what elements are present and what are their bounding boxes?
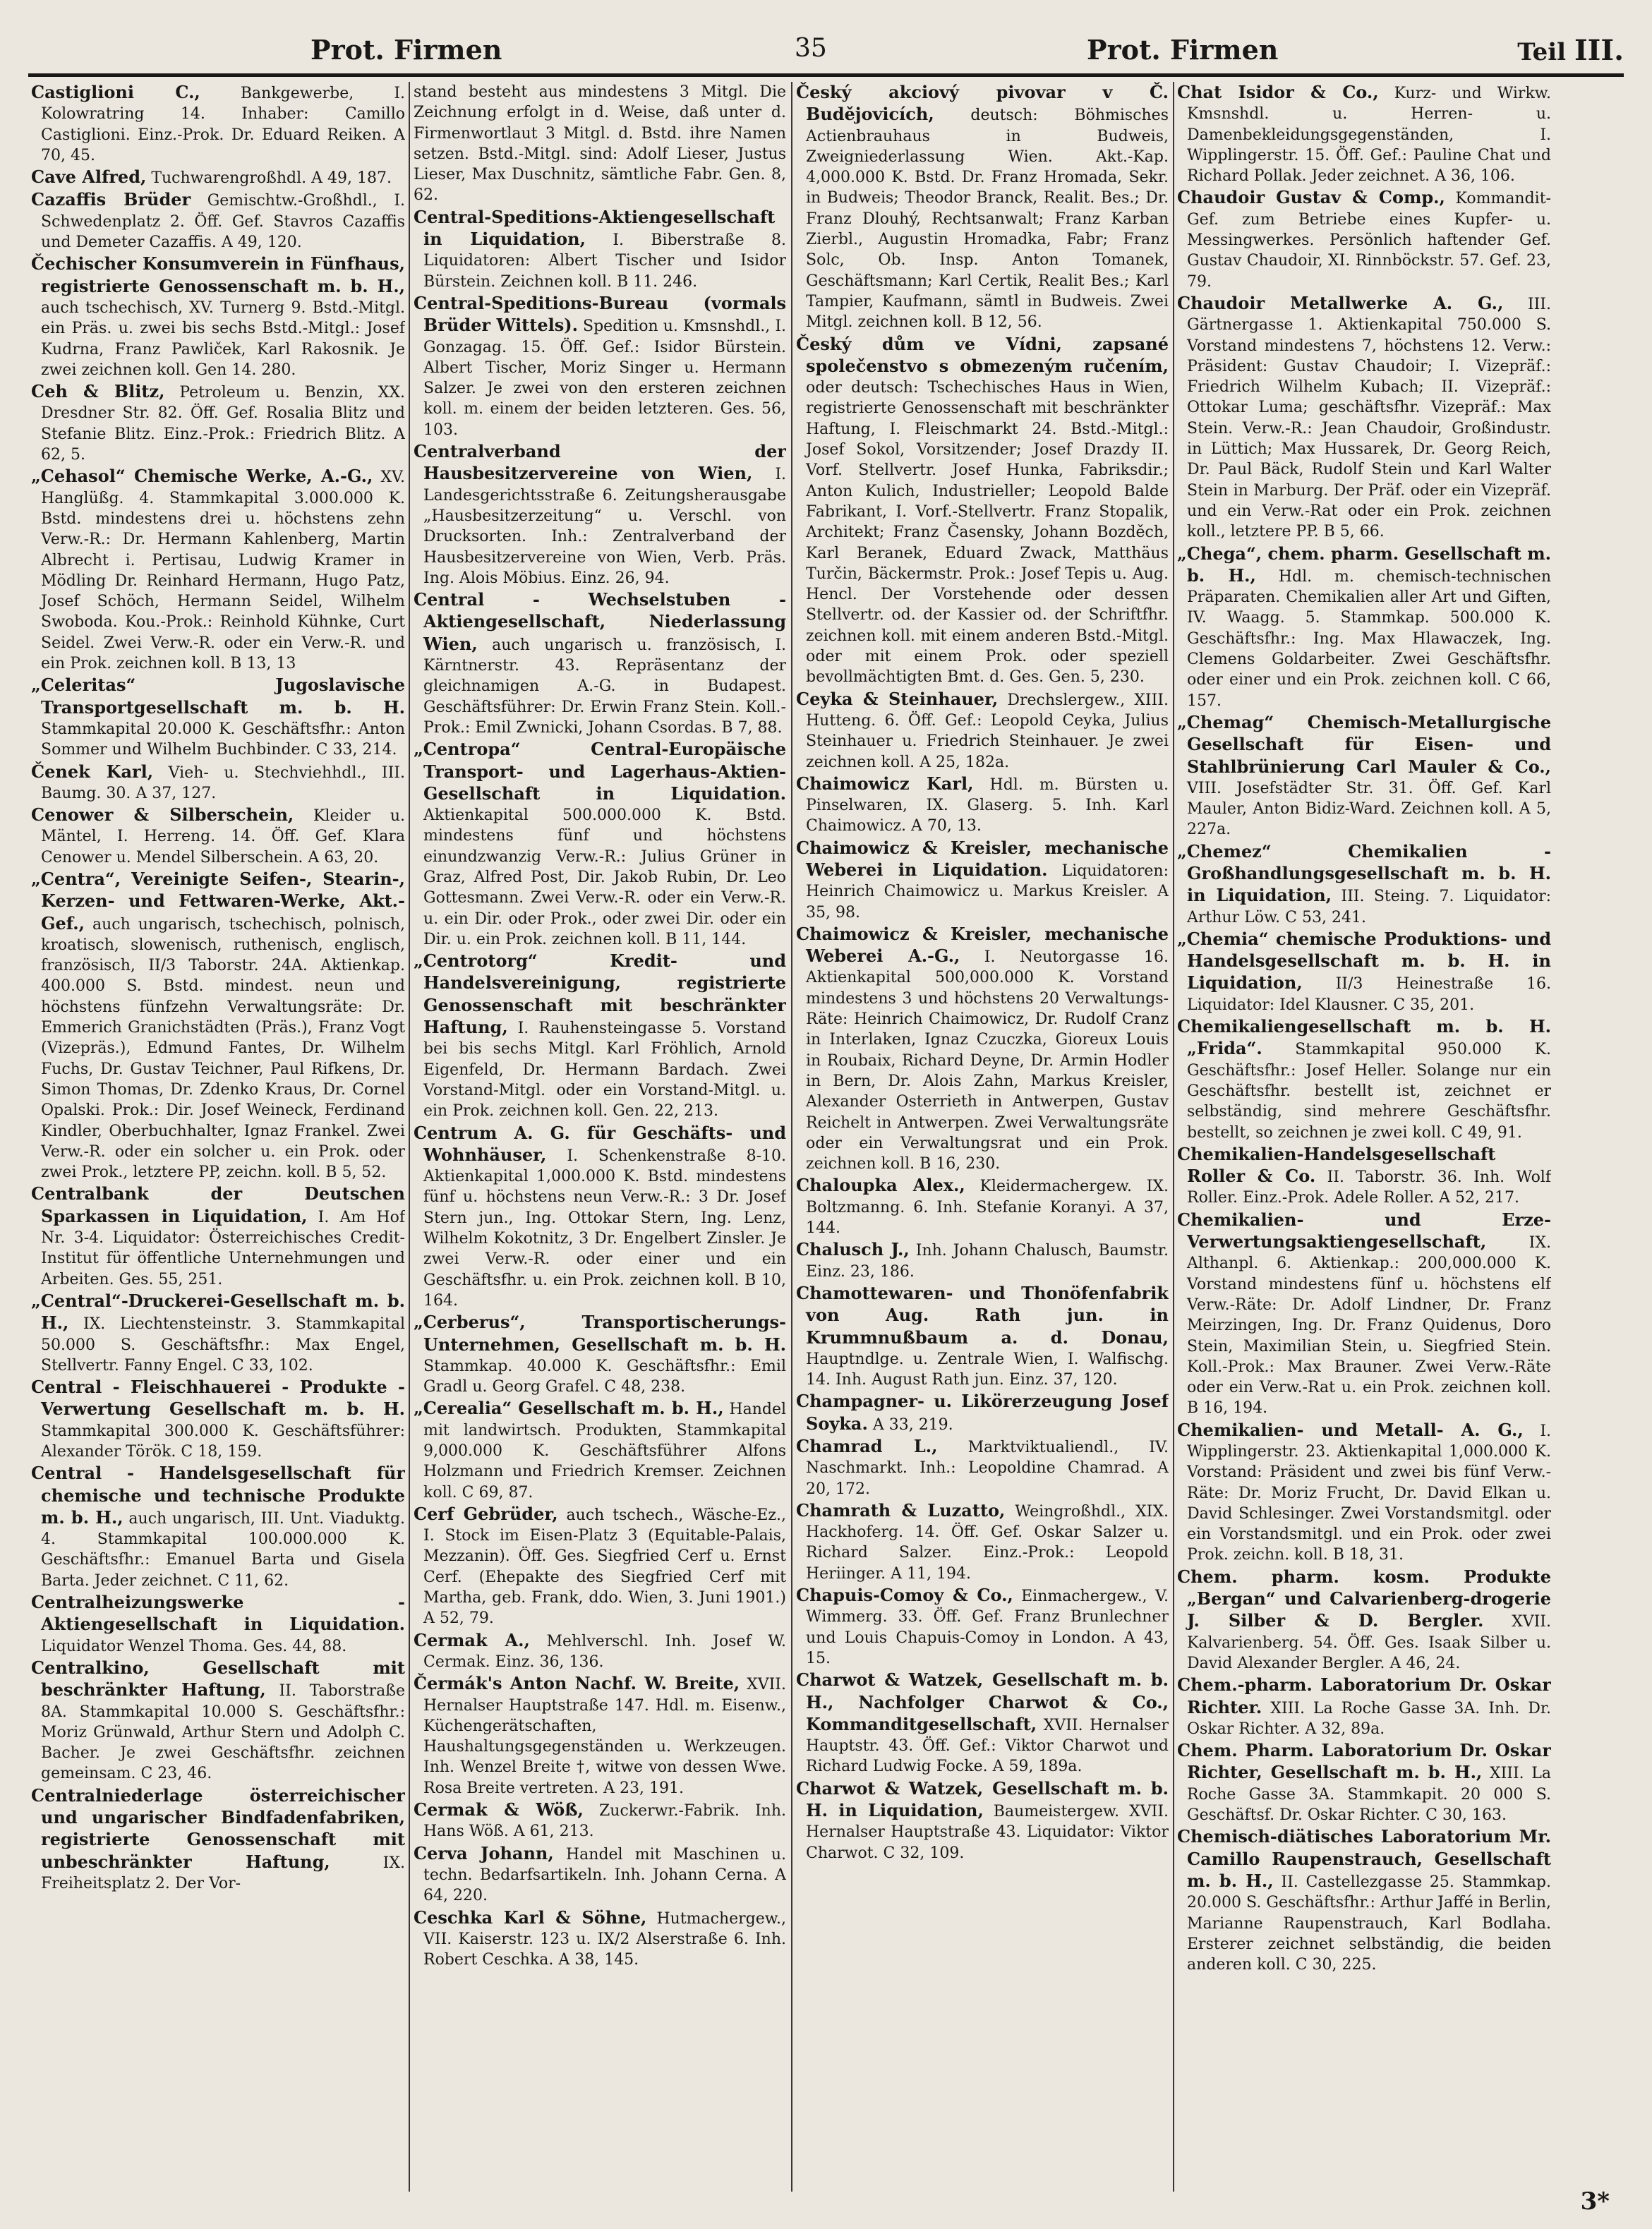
entry-text: Handel mit landwirtsch. Produkten, Stammkapital 9,000.000 K. Geschäftsführer Alfons Holzmann und Friedrich Kremser. Zeichnen koll. C 69, 87.	[423, 1401, 786, 1502]
firm-name: Centralkino, Gesellschaft mit beschränkter Haftung,	[31, 1657, 405, 1701]
part-label	[1517, 34, 1624, 67]
firm-name: Chemikalien- und Metall- A. G.,	[1177, 1419, 1524, 1440]
firm-name: Centralbank der Deutschen Sparkassen in Liquidation,	[31, 1183, 405, 1226]
directory-entry	[796, 1283, 1169, 1390]
directory-entry	[796, 334, 1169, 688]
directory-entry	[1177, 1144, 1551, 1209]
directory-entry	[796, 924, 1169, 1175]
directory-entry	[414, 589, 786, 738]
entry-text: Liquidator Wenzel Thoma. Ges. 44, 88.	[41, 1637, 347, 1655]
firm-name: „Chega“, chem. pharm. Gesellschaft m. b. H.,	[1177, 543, 1551, 586]
entry-text: oder deutsch: Tschechisches Haus in Wien, registrierte Genossenschaft mit beschränkter Haftung, I. Fleischmarkt 24. Bstd.-Mitgl.: Josef Sokol, Vorsitzender; Josef Drazdy II. Vorf. Stellvertr. Josef Hunka, Fabriksdir.; Anton Kulich, Industrieller; Leopold Balde Fabrikant, I. Vorf.-Stellvertr. Franz Stopalik, Architekt; Franz Časensky, Johann Bozděch, Karl Beranek, Eduard Zwack, Matthäus Turčin, Bäckermstr. Prok.: Josef Tepis u. Aug. Hencl. Der Vorstehende oder dessen Stellvertr. od. der Kassier od. der Schriftfhr. zeichnen koll. mit einem anderen Bstd.-Mitgl. oder mit einem Prok. oder speziell bevollmächtigten Bmt. d. Ges. Gen. 5, 230.	[806, 379, 1169, 687]
entry-text: Drechslergew., XIII. Hutteng. 6. Öff. Gef.: Leopold Ceyka, Julius Steinhauer u. Friedrich Steinhauer. Je zwei zeichnen koll. A 25, 182a.	[806, 691, 1169, 771]
firm-name: „Centropa“ Central-Europäische Transport- und Lagerhaus-Aktien-Gesellschaft in Liquidation.	[414, 739, 786, 804]
firm-name: Chemikaliengesellschaft m. b. H. „Frida“.	[1177, 1016, 1551, 1059]
entry-text: Kleider u. Mäntel, I. Herreng. 14. Öff. Gef. Klara Cenower u. Mendel Silberschein. A 63, 20.	[41, 807, 405, 866]
firm-name: Chaudoir Gustav & Comp.,	[1177, 187, 1445, 208]
firm-name: Chemikalien- und Erze-Verwertungsaktiengesellschaft,	[1177, 1209, 1551, 1252]
firm-name: „Cerberus“, Transportischerungs-Unternehmen, Gesellschaft m. b. H.	[414, 1312, 786, 1355]
directory-entry	[1177, 187, 1551, 291]
directory-entry	[796, 1500, 1169, 1584]
directory-entry	[31, 675, 405, 760]
entry-text: I. Wipplingerstr. 23. Aktienkapital 1,000.000 K. Vorstand: Präsident und zwei bis fünf Verw.-Räte: Dr. Moriz Frucht, Dr. David Elkan u. David Schlesinger. Zwei Vorstandsmitgl. oder ein Vorstandsmitgl. und ein Prok. oder zwei Prok. zeichn. koll. B 18, 31.	[1187, 1422, 1551, 1564]
firm-name: Charwot & Watzek, Gesellschaft m. b. H. in Liquidation,	[796, 1777, 1169, 1821]
entry-text: Mehlverschl. Inh. Josef W. Cermak. Einz. 36, 136.	[423, 1632, 786, 1671]
directory-entry	[31, 167, 405, 188]
teil-number: III.	[1574, 34, 1624, 67]
entry-text: Kommandit-Gef. zum Betriebe eines Kupfer- u. Messingwerkes. Persönlich haftender Gef. Gustav Chaudoir, XI. Rinnböckstr. 57. Gef. 23, 79.	[1187, 190, 1551, 291]
column-divider	[791, 82, 792, 2192]
firm-name: Chaimowicz & Kreisler, mechanische Weberei in Liquidation.	[796, 837, 1169, 880]
entry-text: Kleidermachergew. IX. Boltzmanng. 6. Inh. Stefanie Koranyi. A 37, 144.	[806, 1178, 1169, 1238]
directory-entry	[796, 82, 1169, 333]
entry-text: Stammkap. 40.000 K. Geschäftsfhr.: Emil Gradl u. Georg Grafel. C 48, 238.	[423, 1357, 786, 1396]
directory-entry	[796, 689, 1169, 773]
teil-label: Teil	[1517, 38, 1567, 66]
directory-entry	[796, 1436, 1169, 1499]
firm-name: Chemikalien-Handelsgesellschaft Roller & Co.	[1177, 1143, 1496, 1187]
page-header	[28, 31, 1624, 71]
directory-entry	[414, 82, 786, 206]
firm-name: Chaloupka Alex.,	[796, 1175, 965, 1196]
firm-name: Čermák's Anton Nachf. W. Breite,	[414, 1673, 740, 1694]
entry-text: II. Castellezgasse 25. Stammkap. 20.000 S. Geschäftsfhr.: Arthur Jaffé in Berlin, Marianne Raupenstrauch, Karl Bodlaha. Ersterer zeichnet selbständig, die beiden anderen koll. C 30, 225.	[1187, 1873, 1551, 1974]
firm-name: Ceyka & Steinhauer,	[796, 688, 999, 709]
entry-text: XIII. La Roche Gasse 3A. Inh. Dr. Oskar Richter. A 32, 89a.	[1187, 1699, 1551, 1738]
entry-text: Aktienkapital 500.000.000 K. Bstd. mindestens fünf und höchstens einundzwanzig Verw.-R.: Julius Grüner in Graz, Alfred Post, Dir. Jakob Rubin, Dr. Leo Gottesmann. Zwei Verw.-R. oder ein Verw.-R. u. ein Dir. oder Prok., oder zwei Dir. oder ein Dir. u. ein Prok. zeichnen koll. B 11, 144.	[423, 807, 786, 948]
firm-name: Chem. pharm. kosm. Produkte „Bergan“ und Calvarienberg-drogerie J. Silber & D. Bergler.	[1177, 1566, 1551, 1631]
entry-text: IX. Liechtensteinstr. 3. Stammkapital 50.000 S. Geschäftsfhr.: Max Engel, Stellvertr. Fanny Engel. C 33, 102.	[41, 1315, 405, 1375]
entry-text: auch ungarisch, tschechisch, polnisch, kroatisch, slowenisch, ruthenisch, englisch, französisch, II/3 Taborstr. 24A. Aktienkap. 400.000 S. Bstd. mindest. neun und höchstens fünfzehn Verwaltungsräte: Dr. Emmerich Granichstädten (Präs.), Franz Vogt (Vizepräs.), Edmund Fantes, Dr. Wilhelm Fuchs, Dr. Gustav Teichner, Paul Rifkens, Dr. Simon Thomas, Dr. Zdenko Kraus, Dr. Cornel Opalski. Prok.: Dir. Josef Weineck, Ferdinand Kindler, Oberbuchhalter, Ignaz Frankel. Zwei Verw.-R. oder ein solcher u. ein Prok. oder zwei Prok., letztere PP, zeichn. koll. B 5, 52.	[41, 915, 405, 1182]
entry-text: I. Landesgerichtsstraße 6. Zeitungsherausgabe „Hausbesitzerzeitung“ u. Verschl. von Drucksorten. Inh.: Zentralverband der Hausbesitzervereine von Wien, Verb. Präs. Ing. Alois Möbius. Einz. 26, 94.	[423, 466, 786, 587]
directory-entry	[414, 950, 786, 1121]
firm-name: „Centrotorg“ Kredit- und Handelsvereinigung, registrierte Genossenschaft mit beschränkter Haftung,	[414, 950, 786, 1038]
directory-entry	[1177, 1016, 1551, 1143]
firm-name: Chaimowicz & Kreisler, mechanische Weberei A.-G.,	[796, 923, 1169, 967]
firm-name: Centralheizungswerke - Aktiengesellschaft in Liquidation.	[31, 1592, 405, 1635]
column-2	[414, 82, 786, 2192]
entry-text: XVII. Kalvarienberg. 54. Öff. Ges. Isaak Silber u. David Alexander Bergler. A 46, 24.	[1187, 1613, 1551, 1672]
directory-entry	[31, 1463, 405, 1591]
column-4	[1177, 82, 1551, 2192]
entry-text: Vieh- u. Stechviehhdl., III. Baumg. 30. A 37, 127.	[41, 763, 405, 802]
directory-entry	[1177, 1826, 1551, 1975]
directory-entry	[31, 1592, 405, 1657]
directory-entry	[1177, 929, 1551, 1015]
firm-name: Central - Fleischhauerei - Produkte - Verwertung Gesellschaft m. b. H.	[31, 1377, 405, 1420]
entry-text: Weingroßhdl., XIX. Hackhoferg. 14. Öff. Gef. Oskar Salzer u. Richard Salzer. Einz.-Prok.: Leopold Heriinger. A 11, 194.	[806, 1502, 1169, 1583]
directory-entry	[31, 381, 405, 465]
firm-name: Ceschka Karl & Söhne,	[414, 1907, 647, 1928]
entry-text: II/3 Heinestraße 16. Liquidator: Idel Klausner. C 35, 201.	[1187, 975, 1551, 1014]
firm-name: Chapuis-Comoy & Co.,	[796, 1585, 1013, 1606]
directory-entry	[414, 1843, 786, 1907]
entry-text: III. Steing. 7. Liquidator: Arthur Löw. C 53, 241.	[1187, 888, 1551, 926]
entry-text: deutsch: Böhmisches Actienbrauhaus in Budweis, Zweigniederlassung Wien. Akt.-Kap. 4,000.000 K. Bstd. Dr. Franz Hromada, Sekr. in Budweis; Theodor Branck, Realit. Bes.; Dr. Franz Dlouhý, Rechtsanwalt; Franz Karban Zierbl., Augustin Hromadka, Fabr; Franz Solc, Ob. Insp. Anton Tomanek, Geschäftsmann; Karl Certik, Realit Bes.; Karl Tampier, Kaufmann, sämtl in Budweis. Zwei Mitgl. zeichnen koll. B 12, 56.	[806, 107, 1169, 332]
directory-entry	[31, 253, 405, 380]
entry-text: I. Schenkenstraße 8-10. Aktienkapital 1,000.000 K. Bstd. mindestens fünf u. höchstens neun Verw.-R.: 3 Dr. Josef Stern jun., Ing. Ottokar Stern, Ing. Lenz, Wilhelm Kokotnitz, 3 Dr. Engelbert Zinsler. Je zwei Verw.-R. oder einer und ein Geschäftsfhr. u. ein Prok. zeichnen koll. B 10, 164.	[423, 1147, 786, 1310]
firm-name: Centrum A. G. für Geschäfts- und Wohnhäuser,	[414, 1122, 786, 1165]
directory-entry	[31, 1785, 405, 1894]
directory-entry	[1177, 841, 1551, 928]
entry-text: Stammkapital 300.000 K. Geschäftsführer: Alexander Török. C 18, 159.	[41, 1422, 405, 1461]
firm-name: Chemisch-diätisches Laboratorium Mr. Camillo Raupenstrauch, Gesellschaft m. b. H.,	[1177, 1826, 1551, 1891]
entry-text: XV. Hanglüßg. 4. Stammkapital 3.000.000 K. Bstd. mindestens drei u. höchstens zehn Verw.-R.: Dr. Hermann Kahlenberg, Martin Albrecht i. Pertisau, Ludwig Kramer in Mödling Dr. Reinhard Hermann, Hugo Patz, Josef Schöch, Hermann Seidel, Wilhelm Swoboda. Kou.-Prok.: Reinhold Kühnke, Curt Seidel. Zwei Verw.-R. oder ein Verw.-R. und ein Prok. zeichnen koll. B 13, 13	[41, 469, 405, 673]
firm-name: Čenek Karl,	[31, 761, 154, 782]
entry-text: Kurz- und Wirkw. Kmsnshdl. u. Herren- u. Damenbekleidungsgegenständen, I. Wipplingerstr. 15. Öff. Gef.: Pauline Chat und Richard Pollak. Jeder zeichnet. A 36, 106.	[1187, 85, 1551, 186]
firm-name: Chamottewaren- und Thonöfenfabrik von Aug. Rath jun. in Krummnußbaum a. d. Donau,	[796, 1282, 1169, 1348]
column-divider	[409, 82, 410, 2192]
entry-text: II. Taborstr. 36. Inh. Wolf Roller. Einz.-Prok. Adele Roller. A 52, 217.	[1187, 1168, 1551, 1207]
entry-text: Marktviktualiendl., IV. Naschmarkt. Inh.: Leopoldine Chamrad. A 20, 172.	[806, 1439, 1169, 1498]
firm-name: Cerva Johann,	[414, 1842, 554, 1863]
entry-text: XVII. Hernalser Hauptstr. 43. Öff. Gef.: Viktor Charwot und Richard Ludwig Focke. A 59, 189a.	[806, 1716, 1169, 1776]
directory-entry	[796, 838, 1169, 923]
firm-name: Chaudoir Metallwerke A. G.,	[1177, 292, 1504, 313]
entry-text: I. Am Hof Nr. 3-4. Liquidator: Österreichisches Credit-Institut für öffentliche Unternehmungen und Arbeiten. Ges. 55, 251.	[41, 1208, 405, 1288]
firm-name: „Chemia“ chemische Produktions- und Handelsgesellschaft m. b. H. in Liquidation,	[1177, 928, 1551, 993]
firm-name: Charwot & Watzek, Gesellschaft m. b. H., Nachfolger Charwot & Co., Kommanditgesellschaft,	[796, 1669, 1169, 1734]
directory-entry	[414, 739, 786, 950]
entry-text: III. Gärtnergasse 1. Aktienkapital 750.000 S. Vorstand mindestens 7, höchstens 12. Verw.: Präsident: Gustav Chaudoir; I. Vizepräf.: Friedrich Wilhelm Kubach; II. Vizepräf.: Ottokar Luma; geschäftsfhr. Vizepräf.: Max Stein. Verw.-R.: Jean Chaudoir, Großindustr. in Lüttich; Max Hussarek, Dr. Georg Reich, Dr. Paul Bäck, Rudolf Stein und Karl Walter Stein in Marburg. Der Präf. oder ein Vizepräf. und ein Verw.-Rat oder ein Prok. zeichnen koll., letztere PP. B 5, 66.	[1187, 295, 1551, 541]
entry-text: Tuchwarengroßhdl. A 49, 187.	[151, 169, 392, 188]
firm-name: Český akciový pivovar v Č. Budějovicích,	[796, 82, 1169, 125]
firm-name: Cermak & Wöß,	[414, 1799, 584, 1820]
entry-text: II. Taborstraße 8A. Stammkapital 10.000 S. Geschäftsfhr.: Moriz Grünwald, Arthur Stern und Adolph C. Bacher. Je zwei Geschäftsfhr. zeichnen gemeinsam. C 23, 46.	[41, 1682, 405, 1783]
directory-entry	[31, 869, 405, 1183]
directory-entry	[31, 1657, 405, 1784]
directory-entry	[414, 1673, 786, 1799]
directory-entry	[414, 1312, 786, 1397]
entry-text: stand besteht aus mindestens 3 Mitgl. Die Zeichnung erfolgt in d. Weise, daß unter d. Firmenwortlaut 3 Mitgl. d. Bstd. ihre Namen setzen. Bstd.-Mitgl. sind: Adolf Lieser, Justus Lieser, Max Duschnitz, sämtliche Fabr. Gen. 8, 62.	[414, 83, 786, 205]
firm-name: Cermak A.,	[414, 1629, 530, 1650]
firm-name: Chat Isidor & Co.,	[1177, 82, 1379, 102]
directory-entry	[796, 1669, 1169, 1777]
firm-name: Centralniederlage österreichischer und ungarischer Bindfadenfabriken, registrierte Genossenschaft mit unbeschränkter Haftung,	[31, 1784, 405, 1872]
entry-text: Baumeistergew. XVII. Hernalser Hauptstraße 43. Liquidator: Viktor Charwot. C 32, 109.	[806, 1803, 1169, 1862]
entry-text: Einmachergew., V. Wimmerg. 33. Öff. Gef. Franz Brunlechner und Louis Chapuis-Comoy in London. A 43, 15.	[806, 1588, 1169, 1667]
entry-text: auch tschech., Wäsche-Ez., I. Stock im Eisen-Platz 3 (Equitable-Palais, Mezzanin). Öff. Ges. Siegfried Cerf u. Ernst Cerf. (Ehepakte des Siegfried Cerf mit Martha, geb. Frank, ddo. Wien, 3. Juni 1901.) A 52, 79.	[423, 1506, 786, 1628]
entry-text: A 33, 219.	[872, 1415, 953, 1434]
entry-text: auch ungarisch, III. Unt. Viaduktg. 4. Stammkapital 100.000.000 K. Geschäftsfhr.: Emanuel Barta und Gisela Barta. Jeder zeichnet. C 11, 62.	[41, 1509, 405, 1590]
firm-name: Chem. Pharm. Laboratorium Dr. Oskar Richter, Gesellschaft m. b. H.,	[1177, 1740, 1551, 1783]
directory-entry	[1177, 1209, 1551, 1419]
directory-entry	[414, 207, 786, 292]
directory-entry	[796, 1778, 1169, 1863]
entry-text: Bankgewerbe, I. Kolowratring 14. Inhaber: Camillo Castiglioni. Einz.-Prok. Dr. Eduard Reiken. A 70, 45.	[41, 85, 405, 164]
directory-entry	[31, 82, 405, 166]
firm-name: „Cehasol“ Chemische Werke, A.-G.,	[31, 466, 373, 487]
column-3	[796, 82, 1169, 2192]
entry-text: XIII. La Roche Gasse 3A. Stammkapit. 20 000 S. Geschäftsf. Dr. Oskar Richter. C 30, 163.	[1187, 1765, 1551, 1825]
firm-name: Chamrath & Luzatto,	[796, 1499, 1006, 1521]
entry-text: I. Biberstraße 8. Liquidatoren: Albert Tischer und Isidor Bürstein. Zeichnen koll. B 11. 246.	[423, 231, 786, 291]
firm-name: „Chemag“ Chemisch-Metallurgische Gesellschaft für Eisen- und Stahlbrünierung Carl Mauler & Co.,	[1177, 711, 1551, 777]
entry-text: IX. Freiheitsplatz 2. Der Vor-	[41, 1854, 405, 1892]
entry-text: I. Rauhensteingasse 5. Vorstand bei bis sechs Mitgl. Karl Fröhlich, Arnold Eigenfeld, Dr. Hermann Bardach. Zwei Vorstand-Mitgl. oder ein Vorstand-Mitgl. u. ein Prok. zeichnen koll. Gen. 22, 213.	[423, 1020, 786, 1120]
column-divider	[1173, 82, 1174, 2192]
firm-name: „Celeritas“ Jugoslavische Transportgesellschaft m. b. H.	[31, 675, 405, 718]
directory-entry	[796, 773, 1169, 837]
directory-entry	[31, 1377, 405, 1462]
entry-text: Liquidatoren: Heinrich Chaimowicz u. Markus Kreisler. A 35, 98.	[806, 862, 1169, 922]
firm-name: Castiglioni C.,	[31, 82, 200, 102]
directory-entry	[31, 761, 405, 804]
directory-entry	[1177, 82, 1551, 186]
entry-text: IX. Althanpl. 6. Aktienkap.: 200,000.000 K. Vorstand mindestens fünf u. höchstens elf Verw.-Räte: Dr. Adolf Lindner, Dr. Franz Meirzingen, Ing. Dr. Franz Quidenus, Doro Stein, Maximilian Stein, u. Siegfried Stein. Koll.-Prok.: Max Brauner. Zwei Verw.-Räte oder ein Verw.-Rat u. ein Prok. zeichnen koll. B 16, 194.	[1187, 1234, 1551, 1418]
entry-text: VIII. Josefstädter Str. 31. Öff. Gef. Karl Mauler, Anton Bidiz-Ward. Zeichnen koll. A 5, 227a.	[1187, 779, 1551, 839]
firm-name: Chem.-pharm. Laboratorium Dr. Oskar Richter.	[1177, 1674, 1551, 1717]
entry-text: Spedition u. Kmsnshdl., I. Gonzagag. 15. Öff. Gef.: Isidor Bürstein. Albert Tischer, Moriz Singer u. Hermann Salzer. Je zwei von den ersteren zeichnen koll. m. einem der beiden letzteren. Ges. 56, 103.	[423, 318, 786, 439]
directory-entry	[414, 1123, 786, 1312]
firm-name: Cenower & Silberschein,	[31, 804, 294, 826]
firm-name: Champagner- u. Likörerzeugung Josef Soyka.	[796, 1391, 1169, 1434]
firm-name: „Chemez“ Chemikalien - Großhandlungsgesellschaft m. b. H. in Liquidation,	[1177, 840, 1551, 906]
header-rule	[28, 73, 1624, 77]
header-left-title: Prot. Firmen	[310, 34, 502, 66]
column-1	[31, 82, 405, 2192]
directory-entry	[796, 1175, 1169, 1238]
directory-entry	[1177, 1420, 1551, 1566]
directory-entry	[414, 1907, 786, 1971]
entry-text: Stammkapital 950.000 K. Geschäftsfhr.: Josef Heller. Solange nur ein Geschäftsfhr. bestellt ist, zeichnet er selbständig, sind mehrere Geschäftsfhr. bestellt, so zeichnen je zwei koll. C 49, 91.	[1187, 1041, 1551, 1142]
directory-entry	[414, 293, 786, 440]
entry-text: I. Neutorgasse 16. Aktienkapital 500,000.000 K. Vorstand mindestens 3 und höchstens 20 Verwaltungs-Räte: Heinrich Chaimowicz, Dr. Rudolf Cranz in Interlaken, Ignaz Czuczka, Gioreux Louis in Roubaix, Richard Deyne, Dr. Armin Hodler in Bern, Dr. Alois Zahn, Markus Kreisler, Alexander Osterrieth in Antwerpen, Gustav Reichelt in Antwerpen. Zwei Verwaltungsräte oder ein Verwaltungsrat und ein Prok. zeichnen koll. B 16, 230.	[806, 948, 1169, 1173]
firm-name: Central-Speditions-Aktiengesellschaft in Liquidation,	[414, 206, 776, 250]
entry-text: Hutmachergew., VII. Kaiserstr. 123 u. IX/2 Alserstraße 6. Inh. Robert Ceschka. A 38, 145.	[423, 1909, 786, 1969]
directory-entry	[414, 1799, 786, 1842]
entry-text: auch tschechisch, XV. Turnerg 9. Bstd.-Mitgl. ein Präs. u. zwei bis sechs Bstd.-Mitgl.: Josef Kudrna, Franz Pawliček, Karl Rakosnik. Je zwei zeichnen koll. Gen 14. 280.	[41, 298, 405, 379]
firm-name: Český dům ve Vídni, zapsané společenstvo s obmezeným ručením,	[796, 333, 1169, 376]
firm-name: „Centra“, Vereinigte Seifen-, Stearin-, Kerzen- und Fettwaren-Werke, Akt.-Gef.,	[31, 868, 405, 934]
directory-entry	[1177, 712, 1551, 840]
directory-entry	[1177, 543, 1551, 711]
directory-entry	[414, 441, 786, 588]
firm-name: Central - Wechselstuben - Aktiengesellschaft, Niederlassung Wien,	[414, 589, 786, 654]
firm-name: Central - Handelsgesellschaft für chemische und technische Produkte m. b. H.,	[31, 1463, 405, 1528]
directory-entry	[414, 1630, 786, 1673]
firm-name: „Cerealia“ Gesellschaft m. b. H.,	[414, 1398, 724, 1419]
signature-mark: 3*	[1580, 2187, 1610, 2216]
entry-text: auch ungarisch u. französisch, I. Kärntnerstr. 43. Repräsentanz der gleichnamigen A.-G. in Budapest. Geschäftsführer: Dr. Erwin Franz Stein. Koll.-Prok.: Emil Zwnicki, Johann Csordas. B 7, 88.	[423, 636, 786, 737]
directory-entry	[1177, 293, 1551, 543]
firm-name: Chamrad L.,	[796, 1436, 938, 1456]
firm-name: Chalusch J.,	[796, 1239, 910, 1260]
directory-entry	[31, 1291, 405, 1376]
firm-name: Centralverband der Hausbesitzervereine von Wien,	[414, 441, 786, 484]
firm-name: Cazaffis Brüder	[31, 189, 191, 210]
entry-text: Hauptndlge. u. Zentrale Wien, I. Walfischg. 14. Inh. August Rath jun. Einz. 37, 120.	[806, 1350, 1169, 1389]
page-number: 35	[795, 34, 827, 63]
header-right-title: Prot. Firmen	[1087, 34, 1279, 66]
directory-entry	[1177, 1674, 1551, 1739]
firm-name: „Central“-Druckerei-Gesellschaft m. b. H.,	[31, 1290, 405, 1334]
firm-name: Čechischer Konsumverein in Fünfhaus, registrierte Genossenschaft m. b. H.,	[31, 253, 405, 296]
directory-entry	[796, 1239, 1169, 1282]
entry-text: Hdl. m. chemisch-technischen Präparaten. Chemikalien aller Art und Giften, IV. Waagg. 5. Stammkap. 500.000 K. Geschäftsfhr.: Ing. Max Hlawaczek, Ing. Clemens Goldarbeiter. Zwei Geschäftsfhr. oder einer und ein Prok. zeichnen koll. C 66, 157.	[1187, 567, 1551, 710]
entry-text: XVII. Hernalser Hauptstraße 147. Hdl. m. Eisenw., Küchengerätschaften, Haushaltungsgegenständen u. Werkzeugen. Inh. Wenzel Breite †, witwe von dessen Wwe. Rosa Breite vertreten. A 23, 191.	[423, 1676, 786, 1797]
directory-entry	[796, 1391, 1169, 1435]
directory-entry	[414, 1398, 786, 1502]
firm-name: Ceh & Blitz,	[31, 381, 165, 402]
directory-entry	[796, 1585, 1169, 1669]
firm-name: Chaimowicz Karl,	[796, 773, 974, 794]
directory-entry	[31, 1183, 405, 1289]
entry-text: Hdl. m. Bürsten u. Pinselwaren, IX. Glaserg. 5. Inh. Karl Chaimowicz. A 70, 13.	[806, 775, 1169, 835]
entry-text: Zuckerwr.-Fabrik. Inh. Hans Wöß. A 61, 213.	[423, 1802, 786, 1841]
firm-name: Cave Alfred,	[31, 167, 147, 188]
directory-entry	[31, 804, 405, 868]
entry-text: Gemischtw.-Großhdl., I. Schwedenplatz 2. Öff. Gef. Stavros Cazaffis und Demeter Cazaffis. A 49, 120.	[41, 192, 405, 252]
firm-name: Central-Speditions-Bureau (vormals Brüder Wittels).	[414, 292, 786, 336]
directory-entry	[31, 189, 405, 253]
directory-entry	[31, 466, 405, 674]
directory-entry	[1177, 1566, 1551, 1674]
entry-text: Inh. Johann Chalusch, Baumstr. Einz. 23, 186.	[806, 1242, 1169, 1281]
directory-entry	[414, 1504, 786, 1629]
directory-entry	[1177, 1740, 1551, 1825]
entry-text: Handel mit Maschinen u. techn. Bedarfsartikeln. Inh. Johann Cerna. A 64, 220.	[423, 1845, 786, 1905]
firm-name: Cerf Gebrüder,	[414, 1503, 558, 1524]
entry-text: Stammkapital 20.000 K. Geschäftsfhr.: Anton Sommer und Wilhelm Buchbinder. C 33, 214.	[41, 720, 405, 759]
entry-text: Petroleum u. Benzin, XX. Dresdner Str. 82. Öff. Gef. Rosalia Blitz und Stefanie Blitz. Einz.-Prok.: Friedrich Blitz. A 62, 5.	[41, 384, 405, 464]
